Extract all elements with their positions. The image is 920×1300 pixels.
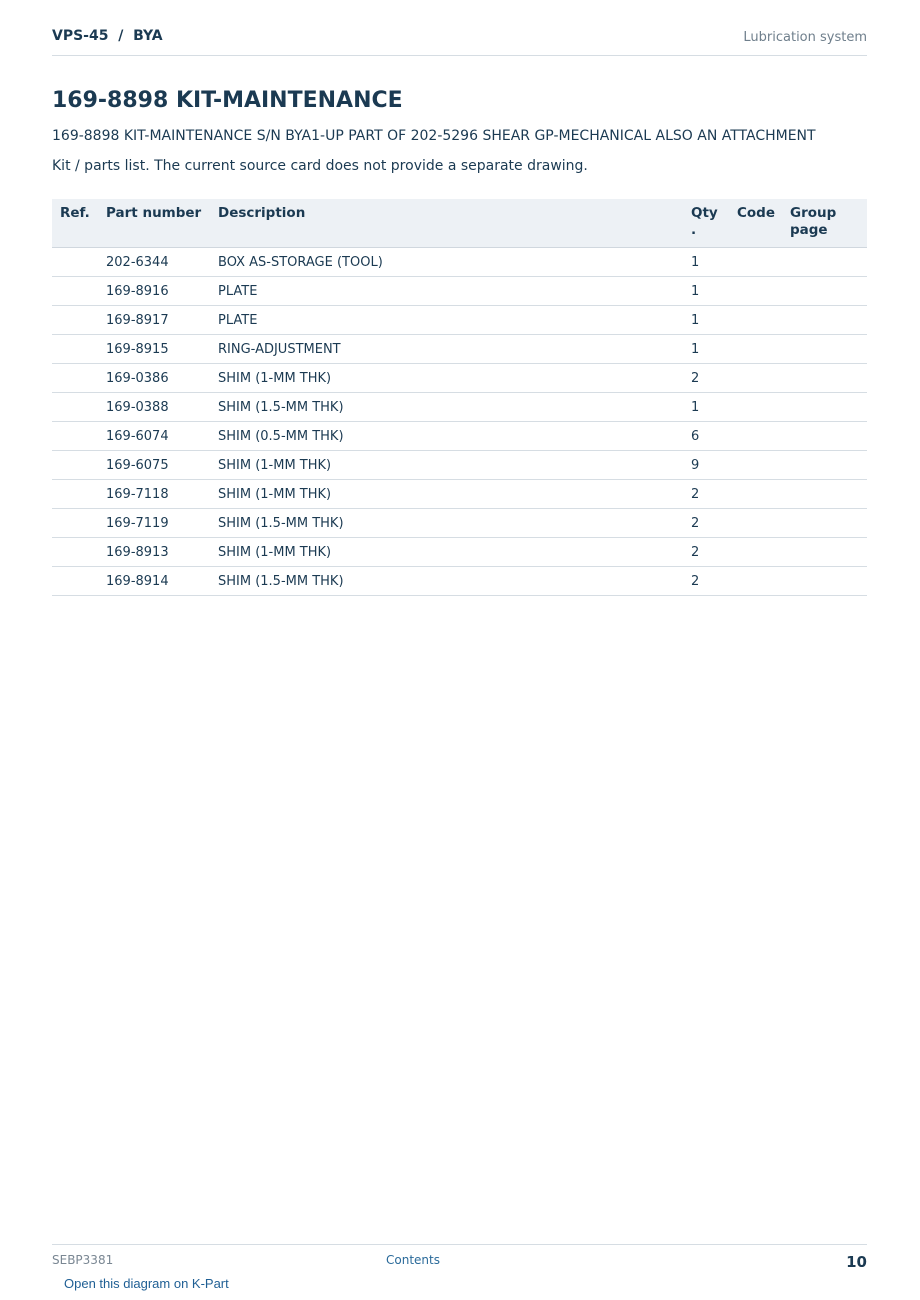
cell-qty: 9	[683, 451, 729, 480]
cell-part-number: 169-8913	[98, 538, 210, 567]
cell-description: BOX AS-STORAGE (TOOL)	[210, 248, 683, 277]
cell-group-page	[782, 277, 867, 306]
cell-ref	[52, 567, 98, 596]
column-header-description: Description	[210, 199, 683, 248]
cell-code	[729, 451, 782, 480]
breadcrumb: VPS-45 / BYA	[52, 28, 163, 44]
cell-ref	[52, 248, 98, 277]
cell-group-page	[782, 538, 867, 567]
cell-part-number: 169-8917	[98, 306, 210, 335]
cell-description: SHIM (1.5-MM THK)	[210, 509, 683, 538]
cell-ref	[52, 509, 98, 538]
cell-qty: 1	[683, 248, 729, 277]
cell-group-page	[782, 422, 867, 451]
cell-description: SHIM (1-MM THK)	[210, 538, 683, 567]
column-header-part-number: Part number	[98, 199, 210, 248]
cell-part-number: 169-6074	[98, 422, 210, 451]
cell-qty: 1	[683, 306, 729, 335]
cell-qty: 2	[683, 364, 729, 393]
table-row	[52, 422, 867, 451]
cell-group-page	[782, 567, 867, 596]
cell-ref	[52, 451, 98, 480]
cell-group-page	[782, 509, 867, 538]
cell-code	[729, 335, 782, 364]
cell-group-page	[782, 306, 867, 335]
table-row	[52, 480, 867, 509]
cell-part-number: 169-8914	[98, 567, 210, 596]
cell-qty: 1	[683, 277, 729, 306]
cell-ref	[52, 306, 98, 335]
contents-link[interactable]: Contents	[386, 1253, 440, 1267]
table-row	[52, 509, 867, 538]
cell-code	[729, 480, 782, 509]
cell-code	[729, 248, 782, 277]
page-footer	[52, 1244, 867, 1275]
table-row	[52, 277, 867, 306]
cell-description: RING-ADJUSTMENT	[210, 335, 683, 364]
cell-qty: 2	[683, 480, 729, 509]
table-row	[52, 306, 867, 335]
cell-group-page	[782, 393, 867, 422]
cell-group-page	[782, 480, 867, 509]
column-header-code: Code	[729, 199, 782, 248]
cell-qty: 2	[683, 538, 729, 567]
cell-description: SHIM (1-MM THK)	[210, 364, 683, 393]
cell-part-number: 169-7119	[98, 509, 210, 538]
cell-code	[729, 277, 782, 306]
cell-code	[729, 538, 782, 567]
cell-qty: 6	[683, 422, 729, 451]
cell-part-number: 169-8915	[98, 335, 210, 364]
cell-part-number: 169-7118	[98, 480, 210, 509]
cell-description: PLATE	[210, 277, 683, 306]
cell-part-number: 169-8916	[98, 277, 210, 306]
open-diagram-link[interactable]: Open this diagram on K-Part	[64, 1276, 229, 1291]
parts-table-body	[52, 248, 867, 596]
section-name: Lubrication system	[743, 30, 867, 45]
cell-part-number: 169-0388	[98, 393, 210, 422]
cell-group-page	[782, 364, 867, 393]
cell-code	[729, 393, 782, 422]
cell-qty: 1	[683, 335, 729, 364]
cell-ref	[52, 393, 98, 422]
table-row	[52, 364, 867, 393]
cell-description: SHIM (0.5-MM THK)	[210, 422, 683, 451]
cell-part-number: 169-0386	[98, 364, 210, 393]
table-header-row	[52, 199, 867, 248]
parts-table	[52, 199, 867, 596]
column-header-group-page: Group page	[782, 199, 867, 248]
cell-qty: 1	[683, 393, 729, 422]
cell-description: SHIM (1.5-MM THK)	[210, 567, 683, 596]
cell-group-page	[782, 248, 867, 277]
cell-part-number: 202-6344	[98, 248, 210, 277]
table-row	[52, 393, 867, 422]
cell-code	[729, 422, 782, 451]
cell-ref	[52, 335, 98, 364]
cell-part-number: 169-6075	[98, 451, 210, 480]
cell-ref	[52, 277, 98, 306]
cell-code	[729, 364, 782, 393]
cell-ref	[52, 422, 98, 451]
table-row	[52, 538, 867, 567]
cell-group-page	[782, 335, 867, 364]
page-number: 10	[846, 1253, 867, 1271]
cell-ref	[52, 364, 98, 393]
cell-ref	[52, 538, 98, 567]
cell-code	[729, 567, 782, 596]
source-note: Kit / parts list. The current source card does not provide a separate drawing.	[52, 158, 588, 174]
cell-qty: 2	[683, 567, 729, 596]
column-header-qty: Qty .	[683, 199, 729, 248]
page-header	[52, 28, 867, 56]
cell-code	[729, 306, 782, 335]
table-row	[52, 335, 867, 364]
cell-description: PLATE	[210, 306, 683, 335]
document-id: SEBP3381	[52, 1253, 114, 1267]
cell-qty: 2	[683, 509, 729, 538]
table-row	[52, 248, 867, 277]
column-header-ref: Ref.	[52, 199, 98, 248]
cell-description: SHIM (1-MM THK)	[210, 451, 683, 480]
cell-ref	[52, 480, 98, 509]
page-title: 169-8898 KIT-MAINTENANCE	[52, 88, 403, 113]
table-row	[52, 567, 867, 596]
cell-description: SHIM (1.5-MM THK)	[210, 393, 683, 422]
cell-description: SHIM (1-MM THK)	[210, 480, 683, 509]
table-row	[52, 451, 867, 480]
cell-code	[729, 509, 782, 538]
kit-description: 169-8898 KIT-MAINTENANCE S/N BYA1-UP PART OF 202-5296 SHEAR GP-MECHANICAL ALSO AN ATTACHMENT	[52, 128, 816, 144]
cell-group-page	[782, 451, 867, 480]
